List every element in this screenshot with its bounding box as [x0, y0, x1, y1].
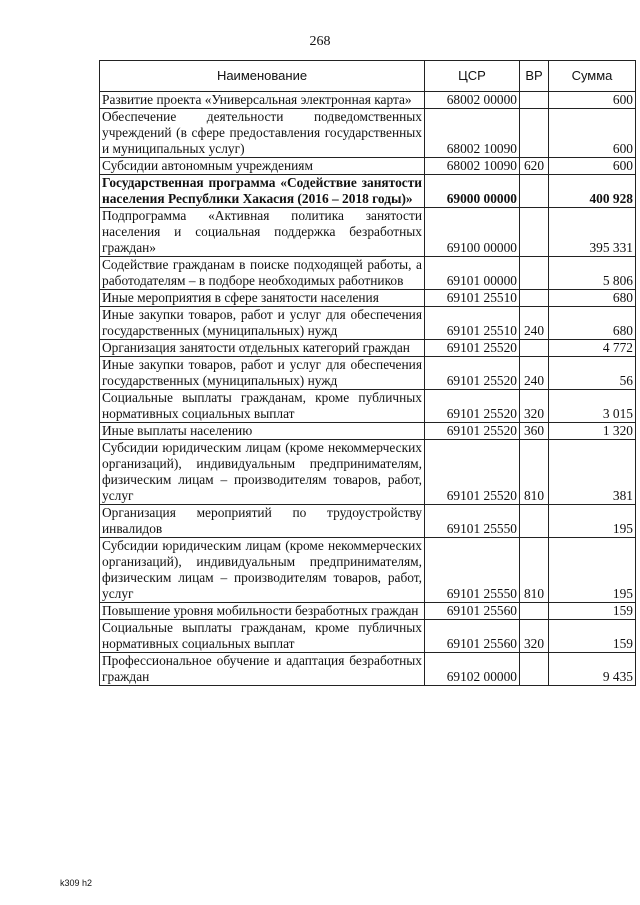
- table-row: [100, 505, 636, 538]
- cell-sum: 600: [549, 109, 636, 158]
- cell-csr: 69101 25510: [425, 307, 520, 340]
- header-name: Наименование: [100, 61, 425, 92]
- cell-sum: 56: [549, 357, 636, 390]
- page-number: 268: [309, 34, 331, 49]
- table-row: [100, 423, 636, 440]
- cell-sum: 600: [549, 158, 636, 175]
- budget-table: [99, 60, 636, 686]
- cell-csr: 69101 25510: [425, 290, 520, 307]
- cell-vr: 810: [520, 440, 549, 505]
- cell-csr: 69101 25520: [425, 423, 520, 440]
- cell-sum: 195: [549, 505, 636, 538]
- cell-vr: [520, 257, 549, 290]
- cell-vr: [520, 109, 549, 158]
- table-row: [100, 109, 636, 158]
- cell-name: Развитие проекта «Универсальная электронная карта»: [100, 92, 425, 109]
- table-row: [100, 390, 636, 423]
- cell-csr: 69101 25520: [425, 390, 520, 423]
- cell-vr: [520, 505, 549, 538]
- table-row: [100, 208, 636, 257]
- cell-vr: 320: [520, 620, 549, 653]
- cell-sum: 1 320: [549, 423, 636, 440]
- cell-name: Иные мероприятия в сфере занятости населения: [100, 290, 425, 307]
- cell-name: Организация мероприятий по трудоустройству инвалидов: [100, 505, 425, 538]
- cell-csr: 69101 25520: [425, 357, 520, 390]
- cell-csr: 69101 25550: [425, 505, 520, 538]
- cell-vr: 810: [520, 538, 549, 603]
- cell-name: Повышение уровня мобильности безработных граждан: [100, 603, 425, 620]
- table-row: [100, 290, 636, 307]
- table-row: [100, 257, 636, 290]
- footer-code: k309 h2: [60, 878, 93, 888]
- cell-vr: [520, 175, 549, 208]
- cell-vr: 240: [520, 307, 549, 340]
- cell-name: Обеспечение деятельности подведомственных учреждений (в сфере предоставления государственных и муниципальных услуг): [100, 109, 425, 158]
- table-row: [100, 307, 636, 340]
- cell-name: Социальные выплаты гражданам, кроме публичных нормативных социальных выплат: [100, 620, 425, 653]
- cell-csr: 69101 25520: [425, 440, 520, 505]
- cell-csr: 68002 00000: [425, 92, 520, 109]
- table-header-row: [100, 61, 636, 92]
- cell-name: Субсидии юридическим лицам (кроме некоммерческих организаций), индивидуальным предпринимателям, физическим лицам – производителям товаров, работ, услуг: [100, 440, 425, 505]
- table-row: [100, 340, 636, 357]
- cell-name: Субсидии автономным учреждениям: [100, 158, 425, 175]
- cell-sum: 159: [549, 603, 636, 620]
- cell-vr: [520, 290, 549, 307]
- cell-name: Профессиональное обучение и адаптация безработных граждан: [100, 653, 425, 686]
- cell-vr: 620: [520, 158, 549, 175]
- table-row: [100, 653, 636, 686]
- cell-name: Иные выплаты населению: [100, 423, 425, 440]
- table-row: [100, 158, 636, 175]
- cell-name: Содействие гражданам в поиске подходящей работы, а работодателям – в подборе необходимых работников: [100, 257, 425, 290]
- cell-csr: 68002 10090: [425, 109, 520, 158]
- table-row: [100, 357, 636, 390]
- cell-name: Субсидии юридическим лицам (кроме некоммерческих организаций), индивидуальным предпринимателям, физическим лицам – производителям товаров, работ, услуг: [100, 538, 425, 603]
- cell-name: Подпрограмма «Активная политика занятости населения и социальная поддержка безработных граждан»: [100, 208, 425, 257]
- cell-csr: 69102 00000: [425, 653, 520, 686]
- table-row: [100, 440, 636, 505]
- cell-vr: [520, 603, 549, 620]
- cell-vr: 240: [520, 357, 549, 390]
- cell-vr: [520, 340, 549, 357]
- header-vr: ВР: [520, 61, 549, 92]
- cell-csr: 68002 10090: [425, 158, 520, 175]
- cell-sum: 680: [549, 290, 636, 307]
- cell-name: Организация занятости отдельных категорий граждан: [100, 340, 425, 357]
- cell-sum: 400 928: [549, 175, 636, 208]
- header-csr: ЦСР: [425, 61, 520, 92]
- cell-vr: [520, 208, 549, 257]
- cell-sum: 195: [549, 538, 636, 603]
- cell-sum: 5 806: [549, 257, 636, 290]
- cell-csr: 69101 00000: [425, 257, 520, 290]
- cell-vr: 360: [520, 423, 549, 440]
- cell-name: Государственная программа «Содействие занятости населения Республики Хакасия (2016 – 2018 годы)»: [100, 175, 425, 208]
- cell-csr: 69000 00000: [425, 175, 520, 208]
- cell-name: Иные закупки товаров, работ и услуг для обеспечения государственных (муниципальных) нужд: [100, 357, 425, 390]
- cell-sum: 680: [549, 307, 636, 340]
- cell-sum: 3 015: [549, 390, 636, 423]
- cell-sum: 9 435: [549, 653, 636, 686]
- cell-sum: 159: [549, 620, 636, 653]
- cell-name: Иные закупки товаров, работ и услуг для обеспечения государственных (муниципальных) нужд: [100, 307, 425, 340]
- table-body: [100, 92, 636, 686]
- cell-vr: [520, 653, 549, 686]
- cell-vr: 320: [520, 390, 549, 423]
- cell-vr: [520, 92, 549, 109]
- cell-csr: 69101 25520: [425, 340, 520, 357]
- table-row: [100, 620, 636, 653]
- cell-csr: 69101 25550: [425, 538, 520, 603]
- header-sum: Сумма: [549, 61, 636, 92]
- cell-csr: 69101 25560: [425, 620, 520, 653]
- table-row: [100, 603, 636, 620]
- table-row: [100, 175, 636, 208]
- cell-csr: 69101 25560: [425, 603, 520, 620]
- cell-sum: 381: [549, 440, 636, 505]
- cell-sum: 4 772: [549, 340, 636, 357]
- table-row: [100, 538, 636, 603]
- cell-name: Социальные выплаты гражданам, кроме публичных нормативных социальных выплат: [100, 390, 425, 423]
- table-row: [100, 92, 636, 109]
- cell-sum: 600: [549, 92, 636, 109]
- cell-sum: 395 331: [549, 208, 636, 257]
- cell-csr: 69100 00000: [425, 208, 520, 257]
